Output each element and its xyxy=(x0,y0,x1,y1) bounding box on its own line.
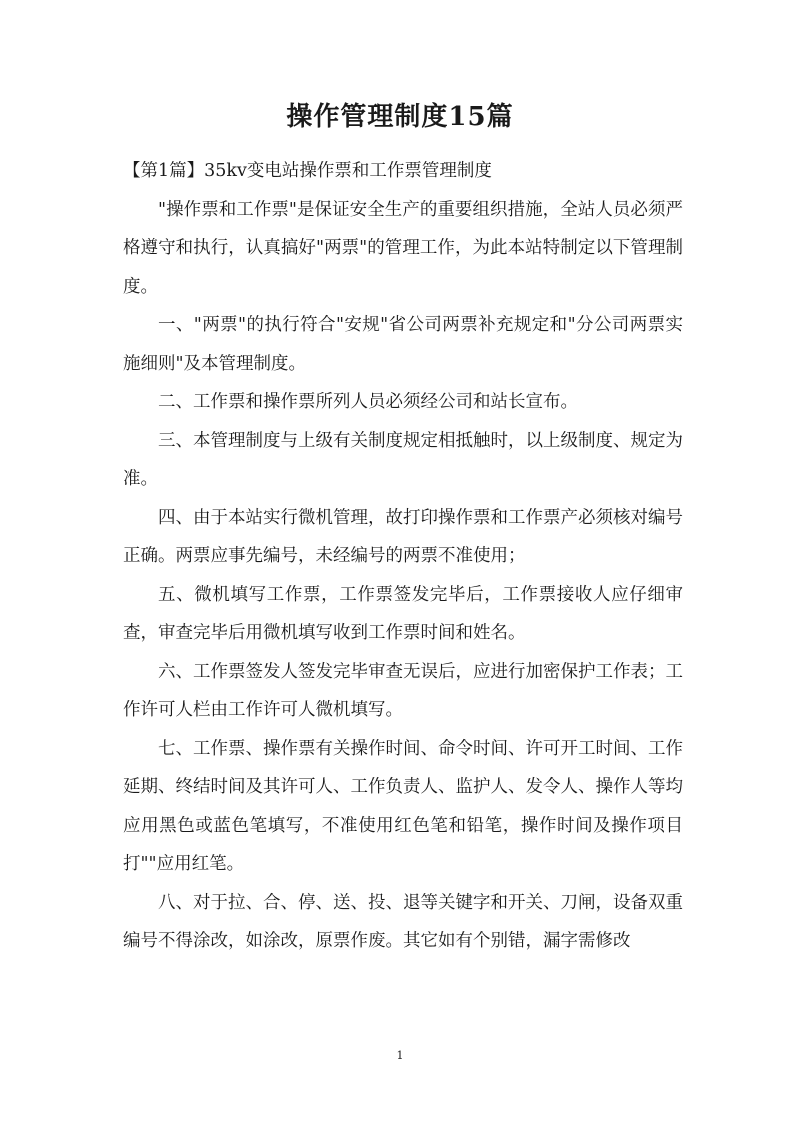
section-heading: 【第1篇】35kv变电站操作票和工作票管理制度 xyxy=(123,161,492,181)
paragraph-intro: "操作票和工作票"是保证安全生产的重要组织措施，全站人员必须严格遵守和执行，认真搞好"两票"的管理工作，为此本站特制定以下管理制度。 xyxy=(123,199,683,297)
paragraph-item-2: 二、工作票和操作票所列人员必须经公司和站长宣布。 xyxy=(158,392,578,412)
paragraph-item-8: 八、对于拉、合、停、送、投、退等关键字和开关、刀闸，设备双重编号不得涂改，如涂改，原票作废。其它如有个别错，漏字需修改 xyxy=(123,892,683,951)
paragraph-item-6: 六、工作票签发人签发完毕审查无误后，应进行加密保护工作表；工作许可人栏由工作许可人微机填写。 xyxy=(123,661,683,720)
paragraph-item-4: 四、由于本站实行微机管理，故打印操作票和工作票产必须核对编号正确。两票应事先编号，未经编号的两票不准使用； xyxy=(123,507,683,566)
paragraph-item-1: 一、"两票"的执行符合"安规"省公司两票补充规定和"分公司两票实施细则"及本管理制度。 xyxy=(123,315,683,374)
paragraph-item-5: 五、微机填写工作票，工作票签发完毕后，工作票接收人应仔细审查，审查完毕后用微机填写收到工作票时间和姓名。 xyxy=(123,584,683,643)
document-title: 操作管理制度15篇 xyxy=(286,102,514,132)
page-number: 1 xyxy=(396,1049,404,1062)
paragraph-item-7: 七、工作票、操作票有关操作时间、命令时间、许可开工时间、工作延期、终结时间及其许可人、工作负责人、监护人、发令人、操作人等均应用黑色或蓝色笔填写，不准使用红色笔和铅笔，操作时间及操作项目打""应用红笔。 xyxy=(123,738,683,874)
document-body xyxy=(123,152,683,961)
paragraph-item-3: 三、本管理制度与上级有关制度规定相抵触时，以上级制度、规定为准。 xyxy=(123,430,683,489)
